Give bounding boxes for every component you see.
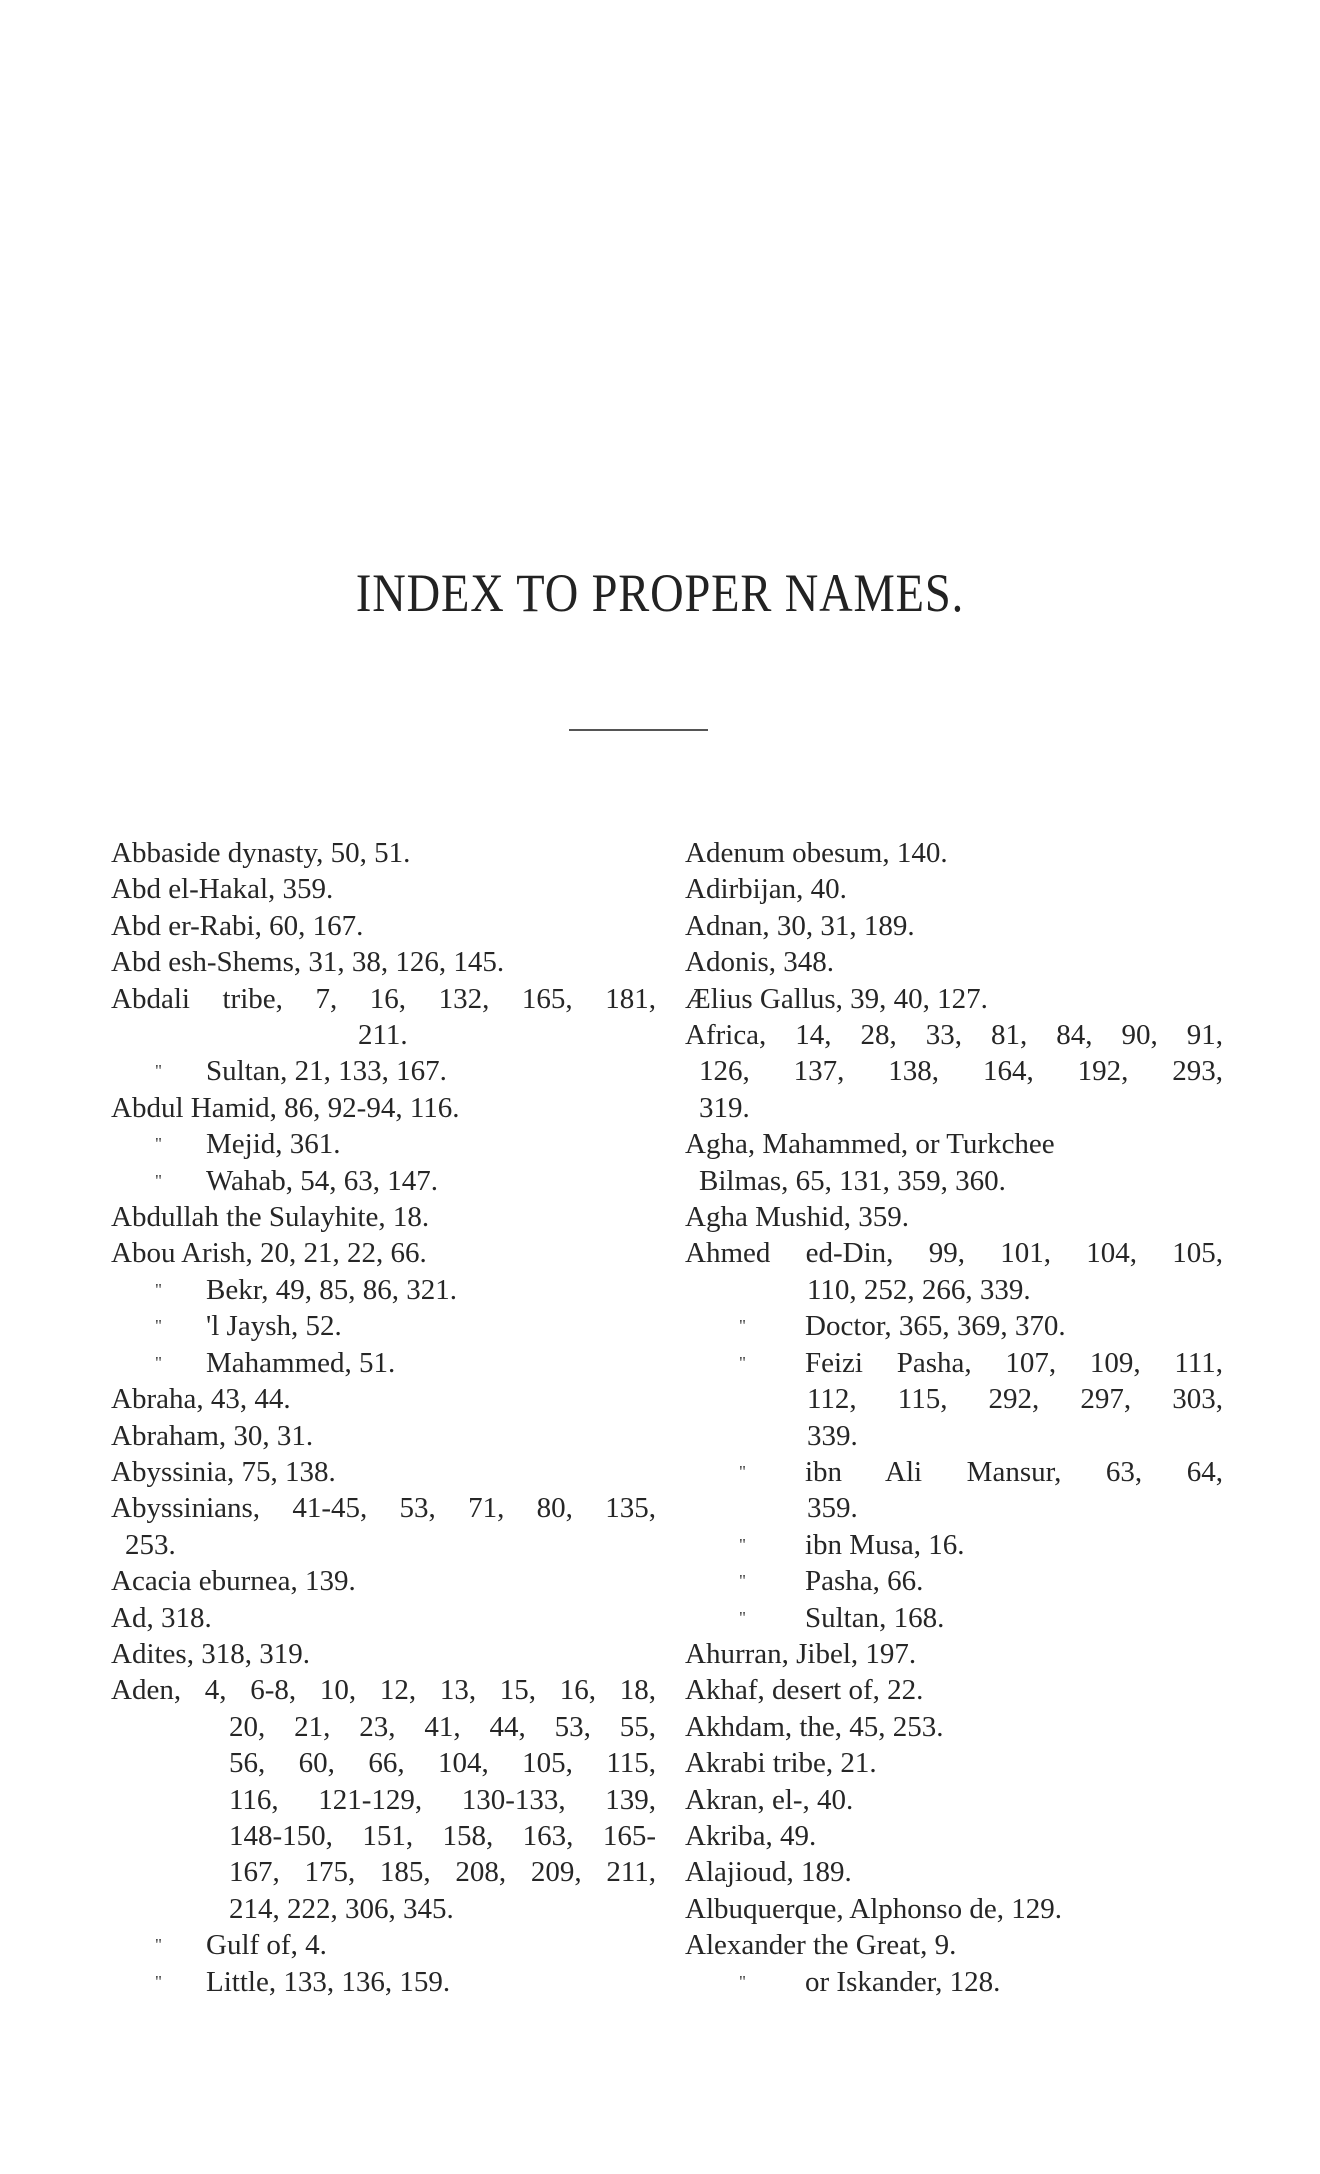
ditto-mark: " — [155, 1279, 162, 1299]
index-entry — [111, 944, 656, 980]
index-entry — [111, 1672, 656, 1708]
index-entry — [685, 1090, 1223, 1126]
index-entry — [111, 1090, 656, 1126]
ditto-mark: " — [739, 1461, 746, 1481]
index-entry — [685, 1017, 1223, 1053]
index-entry-text: Adenum obesum, 140. — [685, 837, 948, 869]
index-entry — [111, 1818, 656, 1854]
index-column-right — [685, 835, 1223, 2000]
index-entry-text: Gulf of, 4. — [206, 1929, 327, 1962]
index-entry — [685, 944, 1223, 980]
ditto-mark: " — [739, 1534, 746, 1554]
index-entry — [685, 1709, 1223, 1745]
index-entry-text: 148-150, 151, 158, 163, 165- — [229, 1819, 656, 1852]
index-entry-text: 339. — [807, 1419, 858, 1452]
index-entry-text: Sultan, 168. — [805, 1601, 945, 1634]
index-column-left — [111, 835, 656, 2000]
index-entry — [111, 1854, 656, 1890]
index-entry — [685, 1854, 1223, 1890]
index-entry-text: Adites, 318, 319. — [111, 1637, 310, 1670]
index-entry — [111, 1053, 656, 1089]
index-entry — [111, 1126, 656, 1162]
index-entry — [111, 1709, 656, 1745]
index-entry-text: Akran, el-, 40. — [685, 1783, 854, 1816]
index-entry-text: ibn Ali Mansur, 63, 64, — [805, 1455, 1223, 1488]
page-title: INDEX TO PROPER NAMES. — [355, 563, 965, 623]
index-entry — [685, 1272, 1223, 1308]
index-entry — [685, 871, 1223, 907]
index-entry-text: Ahurran, Jibel, 197. — [685, 1637, 917, 1670]
ditto-mark: " — [155, 1134, 162, 1154]
ditto-mark: " — [739, 1971, 746, 1991]
index-entry-text: Feizi Pasha, 107, 109, 111, — [805, 1346, 1223, 1379]
index-entry — [685, 1782, 1223, 1818]
index-entry — [685, 1927, 1223, 1963]
index-entry-text: Wahab, 54, 63, 147. — [206, 1164, 439, 1197]
index-entry-text: Abd el-Hakal, 359. — [111, 873, 334, 906]
index-entry-text: Akriba, 49. — [685, 1819, 817, 1852]
index-entry — [111, 981, 656, 1017]
index-entry — [111, 1454, 656, 1490]
index-entry — [111, 1600, 656, 1636]
index-entry — [685, 1818, 1223, 1854]
ditto-mark: " — [739, 1607, 746, 1627]
index-entry-text: Adonis, 348. — [685, 946, 835, 979]
index-entry-text: 112, 115, 292, 297, 303, — [807, 1383, 1223, 1416]
index-entry-text: Abraha, 43, 44. — [111, 1383, 291, 1416]
index-entry-text: Aden, 4, 6-8, 10, 12, 13, 15, 16, 18, — [111, 1674, 656, 1707]
index-entry-text: 214, 222, 306, 345. — [229, 1892, 454, 1925]
index-entry-text: Bilmas, 65, 131, 359, 360. — [699, 1164, 1006, 1197]
index-entry-text: 110, 252, 266, 339. — [807, 1273, 1031, 1306]
index-entry-text: Adnan, 30, 31, 189. — [685, 909, 915, 942]
index-entry-text: Akhaf, desert of, 22. — [685, 1674, 924, 1707]
index-entry — [685, 1600, 1223, 1636]
index-entry — [685, 1636, 1223, 1672]
index-entry-text: Sultan, 21, 133, 167. — [206, 1055, 447, 1088]
ditto-mark: " — [155, 1316, 162, 1336]
index-entry-text: Acacia eburnea, 139. — [111, 1565, 356, 1598]
index-entry-text: Little, 133, 136, 159. — [206, 1965, 451, 1998]
index-entry — [111, 1381, 656, 1417]
index-entry — [111, 908, 656, 944]
index-entry — [111, 1272, 656, 1308]
index-entry — [111, 1782, 656, 1818]
index-entry-text: Abou Arish, 20, 21, 22, 66. — [111, 1237, 427, 1270]
index-entry-text: 116, 121-129, 130-133, 139, — [229, 1783, 656, 1816]
index-entry-text: Doctor, 365, 369, 370. — [805, 1310, 1066, 1343]
index-entry — [111, 835, 656, 871]
ditto-mark: " — [155, 1170, 162, 1190]
index-entry — [111, 1235, 656, 1271]
index-entry — [685, 1454, 1223, 1490]
index-entry — [685, 981, 1223, 1017]
index-entry-text: Ad, 318. — [111, 1601, 212, 1634]
index-entry — [685, 1235, 1223, 1271]
index-entry-text: 126, 137, 138, 164, 192, 293, — [699, 1055, 1223, 1088]
index-entry — [685, 1053, 1223, 1089]
index-entry-text: Abbaside dynasty, 50, 51. — [111, 837, 411, 869]
index-entry — [111, 1490, 656, 1526]
index-entry — [111, 1563, 656, 1599]
index-entry-text: Agha Mushid, 359. — [685, 1201, 909, 1234]
index-entry-text: Adirbijan, 40. — [685, 873, 847, 906]
index-entry-text: 'l Jaysh, 52. — [206, 1310, 342, 1343]
index-entry-text: or Iskander, 128. — [805, 1965, 1001, 1998]
index-entry — [685, 1964, 1223, 2000]
ditto-mark: " — [739, 1316, 746, 1336]
index-entry — [685, 1163, 1223, 1199]
index-entry — [685, 1126, 1223, 1162]
index-entry — [111, 1308, 656, 1344]
index-entry — [111, 1017, 656, 1053]
ditto-mark: " — [155, 1935, 162, 1955]
index-entry-text: Akhdam, the, 45, 253. — [685, 1710, 944, 1743]
index-entry-text: Akrabi tribe, 21. — [685, 1747, 877, 1780]
index-entry-text: Abraham, 30, 31. — [111, 1419, 314, 1452]
index-entry — [111, 1345, 656, 1381]
index-entry-text: Albuquerque, Alphonso de, 129. — [685, 1892, 1062, 1925]
index-entry — [111, 1418, 656, 1454]
index-entry-text: 359. — [807, 1492, 858, 1525]
index-entry-text: Abd esh-Shems, 31, 38, 126, 145. — [111, 946, 505, 979]
index-entry — [111, 1636, 656, 1672]
index-entry-text: Abyssinians, 41-45, 53, 71, 80, 135, — [111, 1492, 656, 1525]
index-entry-text: 211. — [358, 1019, 408, 1052]
index-entry — [111, 871, 656, 907]
index-entry — [111, 1891, 656, 1927]
ditto-mark: " — [739, 1571, 746, 1591]
index-entry-text: Ahmed ed-Din, 99, 101, 104, 105, — [685, 1237, 1223, 1270]
ditto-mark: " — [155, 1352, 162, 1372]
index-entry — [111, 1745, 656, 1781]
index-entry — [685, 1418, 1223, 1454]
index-entry — [685, 835, 1223, 871]
index-entry — [685, 1345, 1223, 1381]
index-entry — [685, 1490, 1223, 1526]
index-entry — [111, 1163, 656, 1199]
index-entry — [111, 1964, 656, 2000]
index-entry-text: 167, 175, 185, 208, 209, 211, — [229, 1856, 656, 1889]
index-entry-text: Abd er-Rabi, 60, 167. — [111, 909, 364, 942]
index-entry — [111, 1527, 656, 1563]
index-entry — [685, 1527, 1223, 1563]
index-entry-text: 20, 21, 23, 41, 44, 53, 55, — [229, 1710, 656, 1743]
index-entry — [111, 1199, 656, 1235]
index-entry-text: Mejid, 361. — [206, 1128, 341, 1161]
index-entry-text: Abdullah the Sulayhite, 18. — [111, 1201, 430, 1234]
index-entry — [685, 1672, 1223, 1708]
index-entry — [685, 908, 1223, 944]
index-entry-text: Ælius Gallus, 39, 40, 127. — [685, 982, 988, 1015]
index-entry — [685, 1308, 1223, 1344]
index-entry — [685, 1563, 1223, 1599]
index-entry-text: Abdali tribe, 7, 16, 132, 165, 181, — [111, 982, 656, 1015]
index-entry-text: Abdul Hamid, 86, 92-94, 116. — [111, 1091, 460, 1124]
index-entry-text: ibn Musa, 16. — [805, 1528, 965, 1561]
ditto-mark: " — [739, 1352, 746, 1372]
index-entry — [685, 1381, 1223, 1417]
title-divider — [569, 729, 708, 731]
index-entry-text: 56, 60, 66, 104, 105, 115, — [229, 1747, 656, 1780]
index-entry — [111, 1927, 656, 1963]
index-entry-text: Bekr, 49, 85, 86, 321. — [206, 1273, 457, 1306]
index-entry-text: Africa, 14, 28, 33, 81, 84, 90, 91, — [685, 1019, 1223, 1052]
index-entry — [685, 1199, 1223, 1235]
index-entry-text: Alexander the Great, 9. — [685, 1929, 957, 1962]
index-entry-text: Mahammed, 51. — [206, 1346, 396, 1379]
index-entry-text: Agha, Mahammed, or Turkchee — [685, 1128, 1055, 1161]
index-entry-text: Alajioud, 189. — [685, 1856, 852, 1889]
index-entry-text: 319. — [699, 1091, 750, 1124]
ditto-mark: " — [155, 1971, 162, 1991]
index-entry — [685, 1891, 1223, 1927]
index-entry-text: Abyssinia, 75, 138. — [111, 1455, 336, 1488]
index-entry — [685, 1745, 1223, 1781]
index-entry-text: Pasha, 66. — [805, 1565, 924, 1598]
ditto-mark: " — [155, 1061, 162, 1081]
index-entry-text: 253. — [125, 1528, 176, 1561]
